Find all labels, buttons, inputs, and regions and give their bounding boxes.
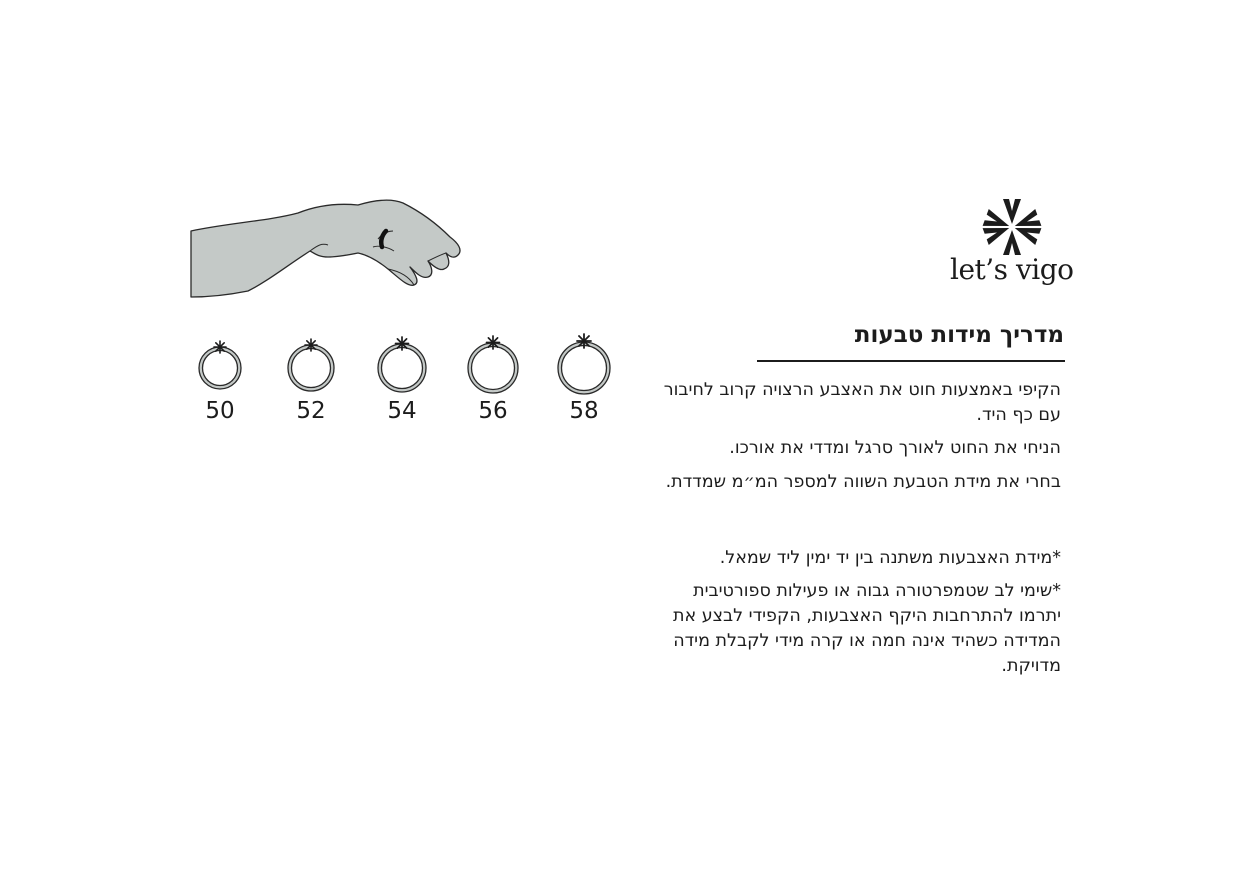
instruction-step-3: בחרי את מידת הטבעת השווה למספר המ״מ שמדדת.: [665, 472, 1061, 492]
ring-size-chart: [190, 330, 630, 430]
hand-with-ring-icon: [188, 195, 473, 305]
ring-size-50: [190, 330, 250, 430]
ring-icon: [372, 330, 432, 396]
title-divider: [757, 360, 1065, 362]
brand-logo: [950, 195, 1074, 295]
instruction-step-1: הקיפי באמצעות חוט את האצבע הרצויה קרוב לחיבור עם כף היד.: [663, 380, 1061, 425]
ring-icon: [281, 330, 341, 396]
ring-size-54: [372, 330, 432, 430]
ring-size-label: 56: [478, 398, 508, 424]
ring-size-56: [463, 330, 523, 430]
note-temperature: *שימי לב שטמפרטורה גבוה או פעילות ספורטיבית יתרמו להתרחבות היקף האצבעות, הקפידי לבצע את המדידה כשהיד אינה חמה או קרה מידי לקבלת מידה מדויקת.: [672, 581, 1061, 676]
asterisk-burst-icon: [982, 197, 1042, 257]
ring-icon: [190, 330, 250, 396]
ring-icon: [463, 330, 523, 396]
note-hand-difference: *מידת האצבעות משתנה בין יד ימין ליד שמאל.: [719, 548, 1061, 568]
ring-size-label: 58: [569, 398, 599, 424]
page-title: מדריך מידות טבעות: [854, 322, 1064, 348]
ring-size-52: [281, 330, 341, 430]
ring-size-label: 50: [205, 398, 235, 424]
ring-size-58: [554, 330, 614, 430]
brand-name: let’s vigo: [950, 253, 1074, 286]
ring-size-label: 54: [387, 398, 417, 424]
ring-size-label: 52: [296, 398, 326, 424]
ring-icon: [554, 330, 614, 396]
instruction-step-2: הניחי את החוט לאורך סרגל ומדדי את אורכו.: [729, 438, 1061, 458]
